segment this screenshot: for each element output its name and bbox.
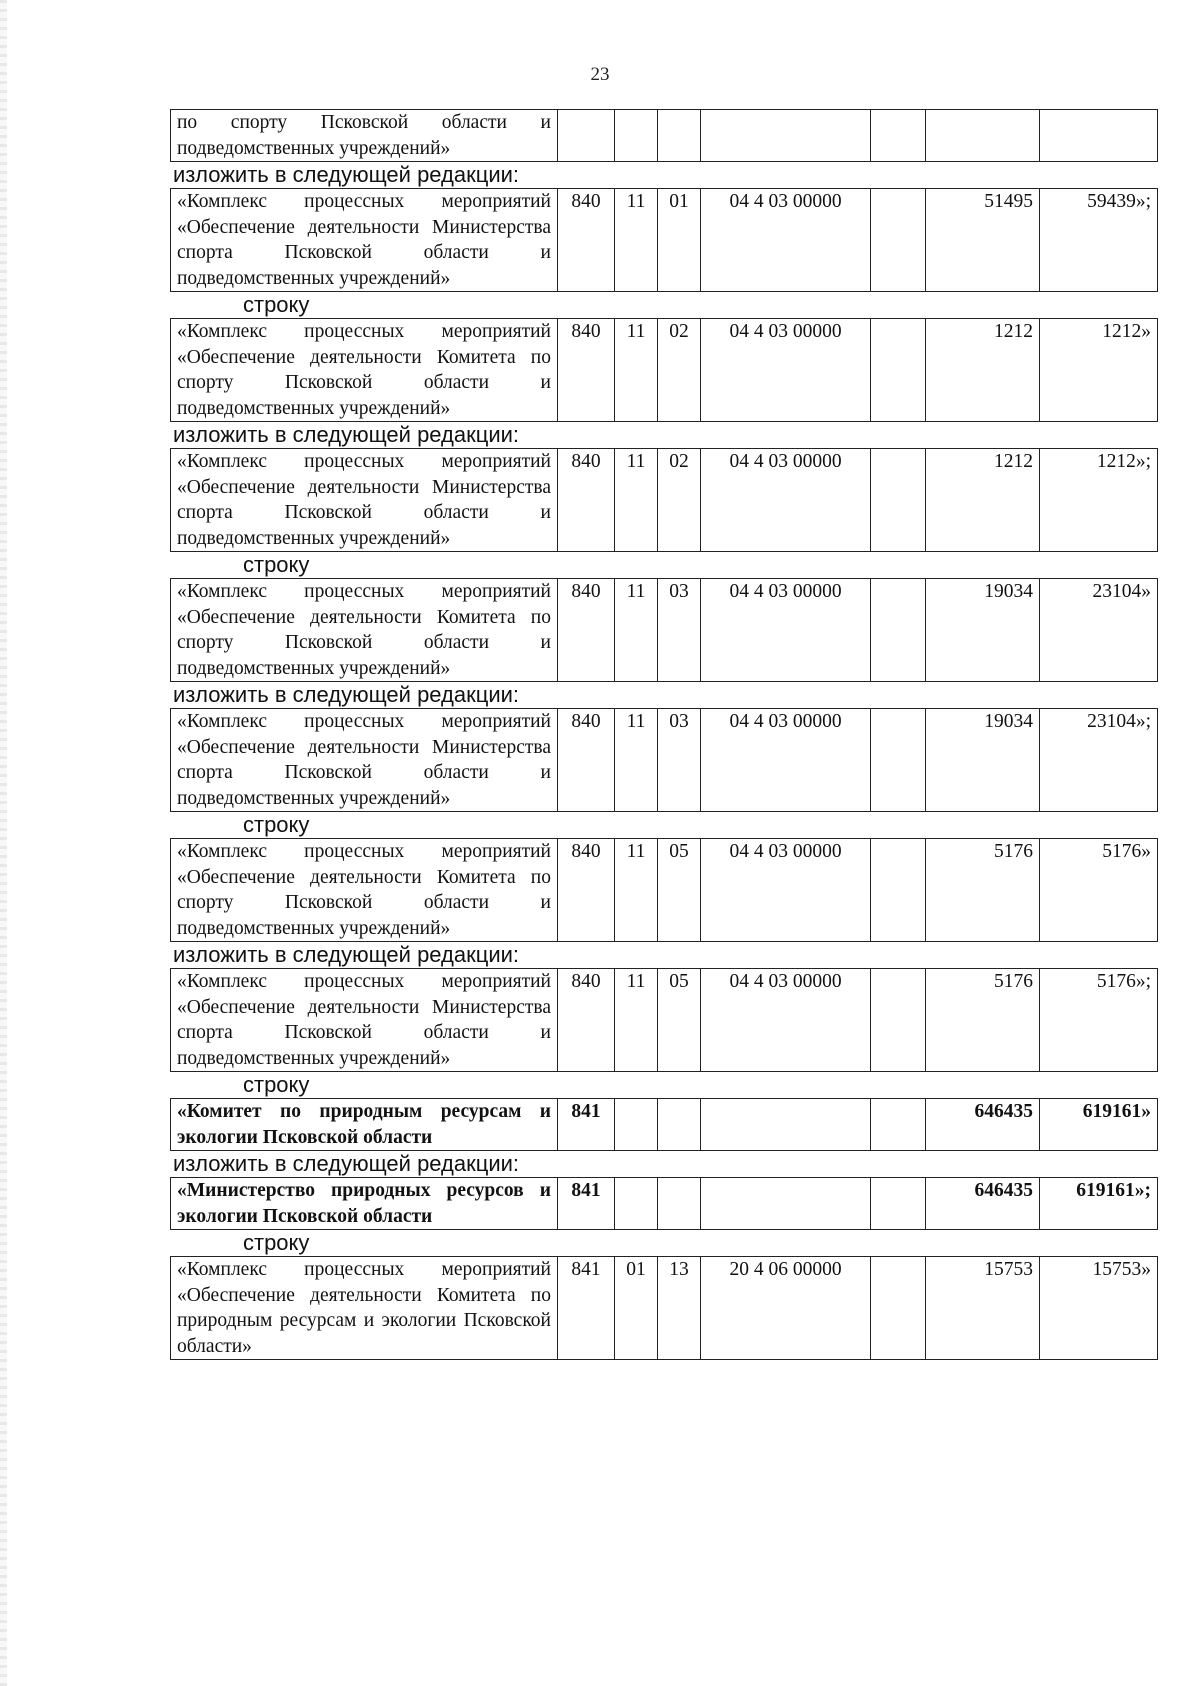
dept-code-cell: 840 [558, 709, 615, 812]
target-article-cell: 04 4 03 00000 [701, 319, 871, 422]
subsection-code-cell: 02 [658, 319, 701, 422]
dept-code-cell: 841 [558, 1178, 615, 1230]
budget-table [170, 838, 1158, 942]
amount-year1-cell: 15753 [926, 1257, 1040, 1360]
row-name-cell: «Комплекс процессных мероприятий «Обеспечение деятельности Комитета по спорту Псковской области и подведомственных учреждений» [171, 839, 558, 942]
dept-code-cell: 840 [558, 189, 615, 292]
budget-table [170, 968, 1158, 1072]
subsection-code-cell [658, 110, 701, 162]
table-row [171, 1099, 1158, 1151]
target-article-cell [701, 1178, 871, 1230]
subsection-code-cell: 02 [658, 449, 701, 552]
table-row [171, 110, 1158, 162]
row-name-cell: «Комплекс процессных мероприятий «Обеспечение деятельности Комитета по спорту Псковской области и подведомственных учреждений» [171, 579, 558, 682]
dept-code-cell: 841 [558, 1099, 615, 1151]
section-code-cell [615, 1099, 658, 1151]
subsection-code-cell: 05 [658, 969, 701, 1072]
amount-year2-cell: 23104»; [1040, 709, 1158, 812]
table-row [171, 579, 1158, 682]
amount-year1-cell: 19034 [926, 579, 1040, 682]
target-article-cell: 04 4 03 00000 [701, 449, 871, 552]
amount-year1-cell: 646435 [926, 1099, 1040, 1151]
phrase-line: строку [243, 552, 310, 577]
row-name-cell: по спорту Псковской области и подведомственных учреждений» [171, 110, 558, 162]
dept-code-cell: 841 [558, 1257, 615, 1360]
budget-table [170, 578, 1158, 682]
document-body [170, 109, 1157, 1360]
expense-type-cell [871, 969, 926, 1072]
subsection-code-cell: 05 [658, 839, 701, 942]
expense-type-cell [871, 110, 926, 162]
budget-table [170, 448, 1158, 552]
section-code-cell: 11 [615, 189, 658, 292]
section-code-cell: 11 [615, 449, 658, 552]
expense-type-cell [871, 319, 926, 422]
expense-type-cell [871, 449, 926, 552]
subsection-code-cell: 03 [658, 579, 701, 682]
subsection-code-cell [658, 1099, 701, 1151]
amount-year2-cell [1040, 110, 1158, 162]
row-name-cell: «Комитет по природным ресурсам и экологии Псковской области [171, 1099, 558, 1151]
section-code-cell: 11 [615, 839, 658, 942]
section-code-cell: 11 [615, 969, 658, 1072]
dept-code-cell: 840 [558, 969, 615, 1072]
amount-year1-cell: 19034 [926, 709, 1040, 812]
budget-table [170, 1098, 1158, 1151]
phrase-new-edition: изложить в следующей редакции: [173, 942, 520, 967]
target-article-cell: 04 4 03 00000 [701, 189, 871, 292]
subsection-code-cell [658, 1178, 701, 1230]
target-article-cell: 04 4 03 00000 [701, 709, 871, 812]
phrase-line: строку [243, 812, 310, 837]
amount-year1-cell: 5176 [926, 969, 1040, 1072]
row-name-cell: «Комплекс процессных мероприятий «Обеспечение деятельности Министерства спорта Псковской области и подведомственных учреждений» [171, 969, 558, 1072]
amount-year2-cell: 1212»; [1040, 449, 1158, 552]
table-row [171, 1178, 1158, 1230]
expense-type-cell [871, 189, 926, 292]
budget-table [170, 1256, 1158, 1360]
row-name-cell: «Комплекс процессных мероприятий «Обеспечение деятельности Министерства спорта Псковской области и подведомственных учреждений» [171, 449, 558, 552]
target-article-cell: 04 4 03 00000 [701, 579, 871, 682]
dept-code-cell [558, 110, 615, 162]
budget-table [170, 708, 1158, 812]
expense-type-cell [871, 709, 926, 812]
phrase-new-edition: изложить в следующей редакции: [173, 1151, 520, 1176]
amount-year2-cell: 5176»; [1040, 969, 1158, 1072]
table-row [171, 1257, 1158, 1360]
budget-table [170, 1177, 1158, 1230]
row-name-cell: «Комплекс процессных мероприятий «Обеспечение деятельности Министерства спорта Псковской области и подведомственных учреждений» [171, 189, 558, 292]
row-name-cell: «Комплекс процессных мероприятий «Обеспечение деятельности Министерства спорта Псковской области и подведомственных учреждений» [171, 709, 558, 812]
section-code-cell: 11 [615, 709, 658, 812]
phrase-new-edition: изложить в следующей редакции: [173, 162, 520, 187]
dept-code-cell: 840 [558, 319, 615, 422]
amount-year1-cell: 51495 [926, 189, 1040, 292]
section-code-cell [615, 1178, 658, 1230]
amount-year1-cell: 5176 [926, 839, 1040, 942]
amount-year2-cell: 23104» [1040, 579, 1158, 682]
phrase-line: строку [243, 292, 310, 317]
amount-year2-cell: 619161» [1040, 1099, 1158, 1151]
section-code-cell: 01 [615, 1257, 658, 1360]
section-code-cell [615, 110, 658, 162]
page-number: 23 [590, 64, 610, 85]
scan-edge-artifact [0, 0, 7, 1686]
expense-type-cell [871, 1099, 926, 1151]
table-row [171, 709, 1158, 812]
amount-year2-cell: 59439»; [1040, 189, 1158, 292]
target-article-cell: 04 4 03 00000 [701, 969, 871, 1072]
section-code-cell: 11 [615, 319, 658, 422]
table-row [171, 319, 1158, 422]
subsection-code-cell: 01 [658, 189, 701, 292]
target-article-cell: 20 4 06 00000 [701, 1257, 871, 1360]
table-row [171, 449, 1158, 552]
expense-type-cell [871, 839, 926, 942]
amount-year1-cell: 1212 [926, 319, 1040, 422]
budget-table [170, 318, 1158, 422]
amount-year2-cell: 619161»; [1040, 1178, 1158, 1230]
row-name-cell: «Комплекс процессных мероприятий «Обеспечение деятельности Комитета по спорту Псковской области и подведомственных учреждений» [171, 319, 558, 422]
table-row [171, 969, 1158, 1072]
expense-type-cell [871, 1178, 926, 1230]
subsection-code-cell: 03 [658, 709, 701, 812]
dept-code-cell: 840 [558, 449, 615, 552]
dept-code-cell: 840 [558, 839, 615, 942]
target-article-cell: 04 4 03 00000 [701, 839, 871, 942]
budget-table [170, 188, 1158, 292]
target-article-cell [701, 110, 871, 162]
phrase-new-edition: изложить в следующей редакции: [173, 682, 520, 707]
table-row [171, 839, 1158, 942]
row-name-cell: «Комплекс процессных мероприятий «Обеспечение деятельности Комитета по природным ресурсам и экологии Псковской области» [171, 1257, 558, 1360]
table-row [171, 189, 1158, 292]
section-code-cell: 11 [615, 579, 658, 682]
phrase-line: строку [243, 1230, 310, 1255]
amount-year2-cell: 15753» [1040, 1257, 1158, 1360]
amount-year1-cell: 1212 [926, 449, 1040, 552]
row-name-cell: «Министерство природных ресурсов и экологии Псковской области [171, 1178, 558, 1230]
amount-year2-cell: 1212» [1040, 319, 1158, 422]
amount-year2-cell: 5176» [1040, 839, 1158, 942]
expense-type-cell [871, 579, 926, 682]
phrase-line: строку [243, 1072, 310, 1097]
amount-year1-cell [926, 110, 1040, 162]
dept-code-cell: 840 [558, 579, 615, 682]
budget-table [170, 109, 1158, 162]
subsection-code-cell: 13 [658, 1257, 701, 1360]
phrase-new-edition: изложить в следующей редакции: [173, 422, 520, 447]
amount-year1-cell: 646435 [926, 1178, 1040, 1230]
target-article-cell [701, 1099, 871, 1151]
expense-type-cell [871, 1257, 926, 1360]
